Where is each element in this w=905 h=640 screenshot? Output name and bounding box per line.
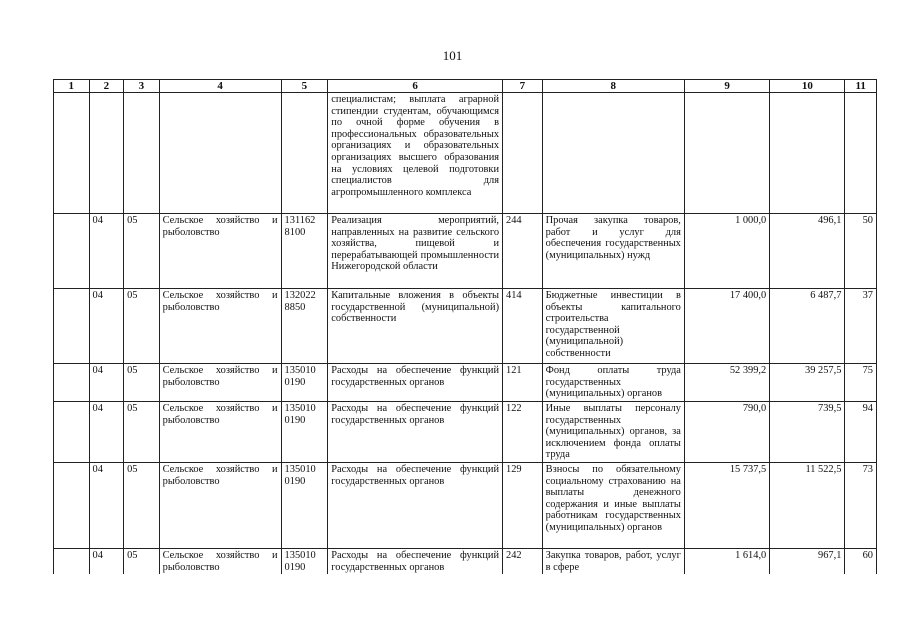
cell-percent: 37: [845, 289, 877, 364]
cell-section: [89, 93, 124, 214]
cell-subsection: 05: [124, 402, 160, 463]
cell-section-name: Сельское хозяйство и рыболовство: [159, 549, 281, 575]
cell-target-name: Расходы на обеспечение функций государственных органов: [328, 364, 503, 402]
cell-plan: 52 399,2: [684, 364, 769, 402]
cell-section: 04: [89, 549, 124, 575]
header-cell: 3: [124, 80, 160, 93]
cell-number: [54, 549, 90, 575]
cell-expense-name: [542, 93, 684, 214]
cell-percent: 94: [845, 402, 877, 463]
cell-percent: [845, 93, 877, 214]
header-cell: 11: [845, 80, 877, 93]
cell-plan: 1 614,0: [684, 549, 769, 575]
cell-target-code: 135010 0190: [281, 549, 328, 575]
cell-expense-type: 129: [503, 463, 543, 549]
cell-actual: 967,1: [770, 549, 845, 575]
header-cell: 9: [684, 80, 769, 93]
cell-section-name: Сельское хозяйство и рыболовство: [159, 214, 281, 289]
cell-plan: 15 737,5: [684, 463, 769, 549]
cell-section-name: [159, 93, 281, 214]
cell-target-name: Реализация мероприятий, направленных на развитие сельского хозяйства, пищевой и перерабатывающей промышленности Нижегородской области: [328, 214, 503, 289]
cell-percent: 75: [845, 364, 877, 402]
cell-section-name: Сельское хозяйство и рыболовство: [159, 289, 281, 364]
cell-section-name: Сельское хозяйство и рыболовство: [159, 463, 281, 549]
cell-section: 04: [89, 364, 124, 402]
budget-table: [53, 79, 877, 574]
cell-expense-name: Фонд оплаты труда государственных (муниципальных) органов: [542, 364, 684, 402]
cell-target-name: Расходы на обеспечение функций государственных органов: [328, 463, 503, 549]
cell-target-name: Расходы на обеспечение функций государственных органов: [328, 549, 503, 575]
cell-target-code: 135010 0190: [281, 364, 328, 402]
header-cell: 1: [54, 80, 90, 93]
cell-percent: 73: [845, 463, 877, 549]
cell-subsection: [124, 93, 160, 214]
cell-subsection: 05: [124, 549, 160, 575]
cell-actual: [770, 93, 845, 214]
header-cell: 10: [770, 80, 845, 93]
cell-expense-name: Бюджетные инвестиции в объекты капитального строительства государственной (муниципальной) собственности: [542, 289, 684, 364]
cell-expense-name: Закупка товаров, работ, услуг в сфере: [542, 549, 684, 575]
cell-expense-type: 244: [503, 214, 543, 289]
table-row: [54, 549, 877, 575]
table-row: [54, 463, 877, 549]
cell-expense-name: Иные выплаты персоналу государственных (муниципальных) органов, за исключением фонда оплаты труда: [542, 402, 684, 463]
table-row: [54, 364, 877, 402]
header-cell: 5: [281, 80, 328, 93]
cell-target-code: 135010 0190: [281, 463, 328, 549]
cell-number: [54, 402, 90, 463]
table-row: [54, 214, 877, 289]
cell-actual: 6 487,7: [770, 289, 845, 364]
cell-plan: 17 400,0: [684, 289, 769, 364]
cell-target-code: 131162 8100: [281, 214, 328, 289]
table-row: [54, 93, 877, 214]
cell-number: [54, 214, 90, 289]
cell-target-code: 132022 8850: [281, 289, 328, 364]
page-number: 101: [442, 48, 463, 63]
cell-number: [54, 93, 90, 214]
table-row: [54, 289, 877, 364]
cell-section-name: Сельское хозяйство и рыболовство: [159, 402, 281, 463]
table-row: [54, 402, 877, 463]
header-cell: 7: [503, 80, 543, 93]
cell-number: [54, 289, 90, 364]
header-cell: 8: [542, 80, 684, 93]
cell-actual: 39 257,5: [770, 364, 845, 402]
cell-section: 04: [89, 402, 124, 463]
cell-section: 04: [89, 214, 124, 289]
cell-expense-type: 242: [503, 549, 543, 575]
cell-number: [54, 364, 90, 402]
cell-target-name: Расходы на обеспечение функций государственных органов: [328, 402, 503, 463]
cell-percent: 50: [845, 214, 877, 289]
header-row: [54, 80, 877, 93]
cell-actual: 739,5: [770, 402, 845, 463]
header-cell: 2: [89, 80, 124, 93]
cell-expense-type: [503, 93, 543, 214]
cell-actual: 496,1: [770, 214, 845, 289]
cell-subsection: 05: [124, 364, 160, 402]
cell-expense-name: Прочая закупка товаров, работ и услуг для обеспечения государственных (муниципальных) нужд: [542, 214, 684, 289]
cell-target-code: [281, 93, 328, 214]
cell-plan: 1 000,0: [684, 214, 769, 289]
cell-subsection: 05: [124, 214, 160, 289]
cell-expense-name: Взносы по обязательному социальному страхованию на выплаты денежного содержания и иные выплаты работникам государственных (муниципальных) органов: [542, 463, 684, 549]
cell-expense-type: 121: [503, 364, 543, 402]
cell-target-name: Капитальные вложения в объекты государственной (муниципальной) собственности: [328, 289, 503, 364]
cell-section: 04: [89, 289, 124, 364]
cell-target-name: специалистам; выплата аграрной стипендии студентам, обучающимся по очной форме обучения в профессиональных образовательных организациях и образовательных организациях высшего образования на условиях целевой подготовки специалистов для агропромышленного комплекса: [328, 93, 503, 214]
header-cell: 6: [328, 80, 503, 93]
cell-plan: 790,0: [684, 402, 769, 463]
cell-section: 04: [89, 463, 124, 549]
cell-actual: 11 522,5: [770, 463, 845, 549]
cell-number: [54, 463, 90, 549]
cell-expense-type: 122: [503, 402, 543, 463]
cell-percent: 60: [845, 549, 877, 575]
cell-plan: [684, 93, 769, 214]
cell-target-code: 135010 0190: [281, 402, 328, 463]
cell-subsection: 05: [124, 289, 160, 364]
header-cell: 4: [159, 80, 281, 93]
cell-section-name: Сельское хозяйство и рыболовство: [159, 364, 281, 402]
cell-expense-type: 414: [503, 289, 543, 364]
cell-subsection: 05: [124, 463, 160, 549]
